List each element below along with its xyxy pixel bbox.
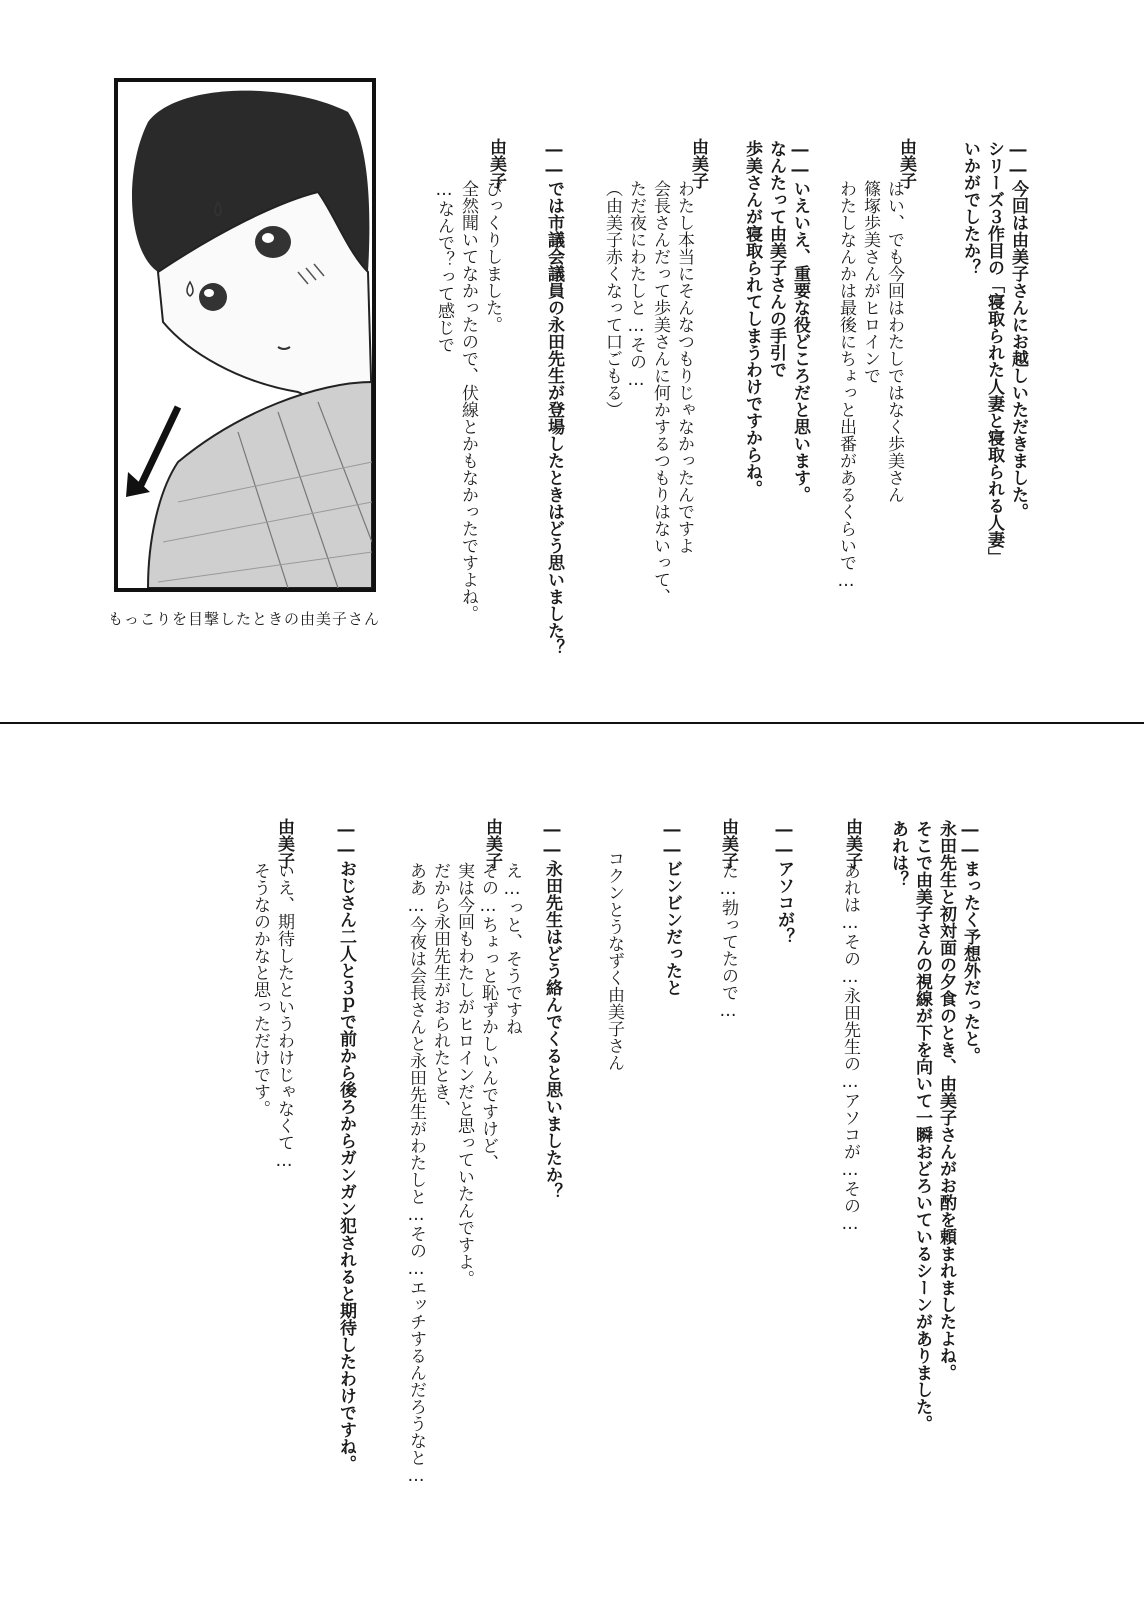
answer-text: あれは…その…永田先生の…アソコが…その… [840, 862, 860, 1234]
answer-text: た…勃ってたので… [718, 862, 738, 1021]
answer-text: いえ、期待したというわけじゃなくて… そうなのかなと思っただけです。 [250, 862, 294, 1171]
speaker-label: 由美子 [274, 818, 294, 869]
illustration-caption: もっこりを目撃したときの由美子さん [107, 610, 380, 628]
speaker-label: 由美子 [688, 138, 708, 189]
interviewer-question-8: ――おじさん二人と３ｐで前から後ろからガンガン犯されると期待したわけですね。 [336, 820, 356, 1472]
interviewer-question-5: ――アソコが？ [774, 820, 794, 945]
narration-text: コクンとうなずく由美子さん [604, 850, 624, 1071]
speaker-label: 由美子 [718, 818, 738, 869]
speaker-label: 由美子 [482, 818, 502, 869]
answer-text: びっくりしました。 全然聞いてなかったので、伏線とかもなかったですよね。 …なんで？って感じで [434, 180, 502, 622]
section-divider [0, 722, 1144, 724]
interviewer-question-2: ――いえいえ、重要な役どころだと思います。 なんたって由美子さんの手引で 歩美さんが寝取られてしまうわけですからね。 [742, 140, 810, 503]
speaker-label: 由美子 [896, 138, 916, 189]
interviewer-question-6: ――ビンビンだったと [662, 820, 682, 996]
speaker-label: 由美子 [486, 138, 506, 189]
manga-panel-illustration [114, 78, 376, 592]
answer-text: わたし本当にそんなつもりじゃなかったんですよ 会長さんだって歩美さんに何かするつもりはないって、 ただ夜にわたしと…その… （由美子赤くなって口ごもる） [602, 180, 694, 605]
answer-text: え…っと、そうですね その…ちょっと恥ずかしいんですけど、 実は今回もわたしがヒロインだと思っていたんですよ。 だから永田先生がおられたとき、 ああ…今夜は会長さんと永田先生がわたしと…その…エッチするんだろうなと… [406, 862, 522, 1486]
yumiko-illustration [118, 82, 372, 588]
interviewer-question-3: ――では市議会議員の永田先生が登場したときはどう思いました？ [544, 140, 564, 656]
interviewer-question-1: ――今回は由美子さんにお越しいただきました。 シリーズ３作目の「寝取られた人妻と寝取られる人妻」 いかがでしたか？ [960, 140, 1028, 565]
answer-text: はい、でも今回はわたしではなく歩美さん 篠塚歩美さんがヒロインで わたしなんかは最後にちょっと出番があるくらいで… [836, 180, 904, 591]
interviewer-question-4: ――まったく予想外だったと。 永田先生と初対面の夕食のとき、由美子さんがお酌を頼まれましたよね。 そこで由美子さんの視線が下を向いて一瞬おどろいているシーンがありました。 あれは？ [888, 820, 980, 1432]
speaker-label: 由美子 [842, 818, 862, 869]
interviewer-question-7: ――永田先生はどう絡んでくると思いましたか？ [542, 820, 562, 1200]
